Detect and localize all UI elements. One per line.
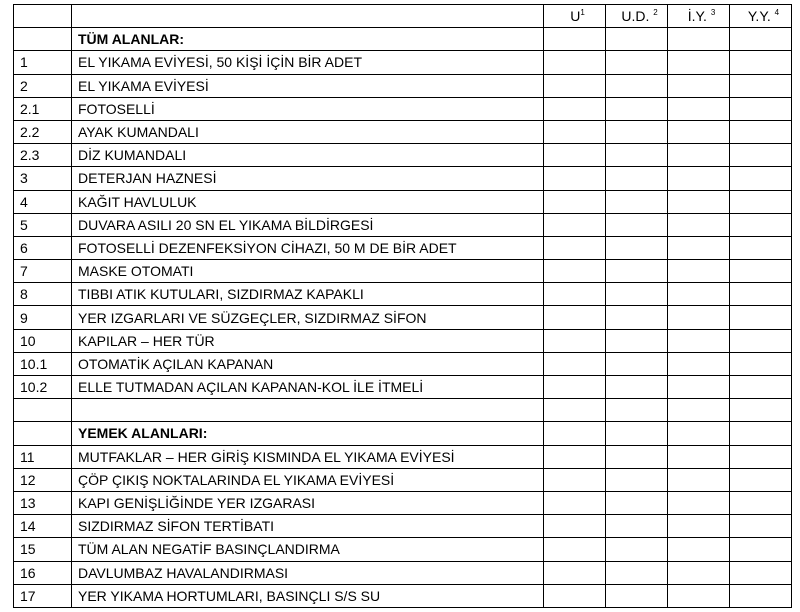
blank-row [14, 399, 792, 422]
check-cell-u[interactable] [544, 584, 606, 607]
table-row [14, 190, 792, 213]
row-number: 2.3 [14, 144, 72, 167]
check-cell-u[interactable] [544, 144, 606, 167]
row-item-text: MUTFAKLAR – HER GİRİŞ KISMINDA EL YIKAMA EVİYESİ [72, 445, 544, 468]
row-number: 11 [14, 445, 72, 468]
header-col-iy: İ.Y. $^3$ [668, 5, 730, 28]
row-item-text: EL YIKAMA EVİYESİ [72, 74, 544, 97]
check-cell-ud[interactable] [606, 538, 668, 561]
section-title: TÜM ALANLAR: [72, 28, 544, 51]
check-cell-yy[interactable] [730, 190, 792, 213]
table-row [14, 376, 792, 399]
row-item-text: FOTOSELLİ [72, 97, 544, 120]
check-cell-u[interactable] [544, 468, 606, 491]
header-col-yy: Y.Y. $^4$ [730, 5, 792, 28]
row-number [14, 28, 72, 51]
check-cell-iy[interactable] [668, 144, 730, 167]
check-cell-iy[interactable] [668, 51, 730, 74]
row-item-text: YER YIKAMA HORTUMLARI, BASINÇLI S/S SU [72, 584, 544, 607]
check-cell-ud[interactable] [606, 376, 668, 399]
check-cell-ud[interactable] [606, 283, 668, 306]
row-item-text: MASKE OTOMATI [72, 260, 544, 283]
check-cell-ud[interactable] [606, 515, 668, 538]
table-row [14, 167, 792, 190]
check-cell-yy[interactable] [730, 538, 792, 561]
row-item-text: FOTOSELLİ DEZENFEKSİYON CİHAZI, 50 M DE BİR ADET [72, 236, 544, 259]
row-number: 2.2 [14, 120, 72, 143]
check-cell-u[interactable] [544, 28, 606, 51]
check-cell-yy[interactable] [730, 329, 792, 352]
check-cell-yy[interactable] [730, 51, 792, 74]
table-row [14, 213, 792, 236]
row-item-text: ÇÖP ÇIKIŞ NOKTALARINDA EL YIKAMA EVİYESİ [72, 468, 544, 491]
check-cell-iy[interactable] [668, 352, 730, 375]
row-number: 17 [14, 584, 72, 607]
row-item-text: KAĞIT HAVLULUK [72, 190, 544, 213]
check-cell-ud[interactable] [606, 584, 668, 607]
row-item-text: TÜM ALAN NEGATİF BASINÇLANDIRMA [72, 538, 544, 561]
check-cell-ud[interactable] [606, 97, 668, 120]
check-cell-u[interactable] [544, 376, 606, 399]
row-number [14, 399, 72, 422]
check-cell-u[interactable] [544, 422, 606, 445]
table-row [14, 283, 792, 306]
check-cell-iy[interactable] [668, 515, 730, 538]
check-cell-iy[interactable] [668, 260, 730, 283]
check-cell-u[interactable] [544, 399, 606, 422]
check-cell-iy[interactable] [668, 306, 730, 329]
check-cell-iy[interactable] [668, 468, 730, 491]
check-cell-yy[interactable] [730, 213, 792, 236]
table-row [14, 329, 792, 352]
check-cell-yy[interactable] [730, 97, 792, 120]
header-col-ud: U.D. $^2$ [606, 5, 668, 28]
table-row [14, 491, 792, 514]
check-cell-iy[interactable] [668, 283, 730, 306]
check-cell-yy[interactable] [730, 260, 792, 283]
header-row [14, 5, 792, 28]
check-cell-ud[interactable] [606, 236, 668, 259]
check-cell-iy[interactable] [668, 74, 730, 97]
check-cell-u[interactable] [544, 515, 606, 538]
check-cell-ud[interactable] [606, 213, 668, 236]
row-number: 7 [14, 260, 72, 283]
check-cell-yy[interactable] [730, 306, 792, 329]
row-number: 14 [14, 515, 72, 538]
check-cell-iy[interactable] [668, 376, 730, 399]
row-item-text: DİZ KUMANDALI [72, 144, 544, 167]
check-cell-yy[interactable] [730, 376, 792, 399]
row-item-text [72, 399, 544, 422]
check-cell-ud[interactable] [606, 445, 668, 468]
header-col-u: $U^1$ [544, 5, 606, 28]
check-cell-iy[interactable] [668, 584, 730, 607]
table-row [14, 74, 792, 97]
check-cell-ud[interactable] [606, 28, 668, 51]
table-row [14, 120, 792, 143]
row-item-text: KAPI GENİŞLİĞİNDE YER IZGARASI [72, 491, 544, 514]
check-cell-iy[interactable] [668, 329, 730, 352]
check-cell-u[interactable] [544, 329, 606, 352]
row-item-text: TIBBI ATIK KUTULARI, SIZDIRMAZ KAPAKLI [72, 283, 544, 306]
row-number: 16 [14, 561, 72, 584]
row-number: 6 [14, 236, 72, 259]
table-row [14, 236, 792, 259]
check-cell-yy[interactable] [730, 445, 792, 468]
check-cell-yy[interactable] [730, 352, 792, 375]
check-cell-u[interactable] [544, 190, 606, 213]
check-cell-ud[interactable] [606, 167, 668, 190]
table-row [14, 561, 792, 584]
check-cell-u[interactable] [544, 283, 606, 306]
check-cell-yy[interactable] [730, 399, 792, 422]
check-cell-u[interactable] [544, 306, 606, 329]
row-item-text: KAPILAR – HER TÜR [72, 329, 544, 352]
check-cell-iy[interactable] [668, 561, 730, 584]
check-cell-yy[interactable] [730, 515, 792, 538]
check-cell-iy[interactable] [668, 399, 730, 422]
check-cell-yy[interactable] [730, 120, 792, 143]
table-row [14, 306, 792, 329]
check-cell-ud[interactable] [606, 144, 668, 167]
row-item-text: DAVLUMBAZ HAVALANDIRMASI [72, 561, 544, 584]
check-cell-ud[interactable] [606, 422, 668, 445]
check-cell-u[interactable] [544, 51, 606, 74]
table-row [14, 538, 792, 561]
check-cell-iy[interactable] [668, 120, 730, 143]
check-cell-iy[interactable] [668, 97, 730, 120]
check-cell-u[interactable] [544, 260, 606, 283]
check-cell-ud[interactable] [606, 468, 668, 491]
check-cell-u[interactable] [544, 352, 606, 375]
table-row [14, 352, 792, 375]
table-row [14, 515, 792, 538]
check-cell-u[interactable] [544, 445, 606, 468]
row-item-text: EL YIKAMA EVİYESİ, 50 KİŞİ İÇİN BİR ADET [72, 51, 544, 74]
check-cell-yy[interactable] [730, 28, 792, 51]
check-cell-ud[interactable] [606, 561, 668, 584]
check-cell-ud[interactable] [606, 190, 668, 213]
check-cell-ud[interactable] [606, 399, 668, 422]
check-cell-iy[interactable] [668, 213, 730, 236]
row-item-text: SIZDIRMAZ SİFON TERTİBATI [72, 515, 544, 538]
header-item-cell [72, 5, 544, 28]
row-number: 10.2 [14, 376, 72, 399]
check-cell-ud[interactable] [606, 306, 668, 329]
row-item-text: ELLE TUTMADAN AÇILAN KAPANAN-KOL İLE İTMELİ [72, 376, 544, 399]
check-cell-u[interactable] [544, 236, 606, 259]
check-cell-yy[interactable] [730, 561, 792, 584]
table-row [14, 260, 792, 283]
row-number: 3 [14, 167, 72, 190]
row-number: 2.1 [14, 97, 72, 120]
check-cell-yy[interactable] [730, 491, 792, 514]
check-cell-u[interactable] [544, 491, 606, 514]
table-row [14, 445, 792, 468]
row-number: 8 [14, 283, 72, 306]
check-cell-iy[interactable] [668, 538, 730, 561]
check-cell-iy[interactable] [668, 167, 730, 190]
check-cell-yy[interactable] [730, 468, 792, 491]
check-cell-ud[interactable] [606, 51, 668, 74]
table-row [14, 144, 792, 167]
check-cell-ud[interactable] [606, 260, 668, 283]
row-number: 4 [14, 190, 72, 213]
check-cell-u[interactable] [544, 120, 606, 143]
row-number: 2 [14, 74, 72, 97]
check-cell-iy[interactable] [668, 445, 730, 468]
row-item-text: OTOMATİK AÇILAN KAPANAN [72, 352, 544, 375]
table-row [14, 51, 792, 74]
row-item-text: DUVARA ASILI 20 SN EL YIKAMA BİLDİRGESİ [72, 213, 544, 236]
row-number: 13 [14, 491, 72, 514]
check-cell-u[interactable] [544, 74, 606, 97]
check-cell-ud[interactable] [606, 120, 668, 143]
row-number: 12 [14, 468, 72, 491]
table-row [14, 468, 792, 491]
check-cell-yy[interactable] [730, 167, 792, 190]
check-cell-iy[interactable] [668, 190, 730, 213]
row-item-text: AYAK KUMANDALI [72, 120, 544, 143]
check-cell-u[interactable] [544, 167, 606, 190]
check-cell-iy[interactable] [668, 236, 730, 259]
check-cell-yy[interactable] [730, 422, 792, 445]
checklist-table [13, 4, 792, 608]
check-cell-iy[interactable] [668, 28, 730, 51]
check-cell-ud[interactable] [606, 74, 668, 97]
header-number-cell [14, 5, 72, 28]
row-number: 10.1 [14, 352, 72, 375]
row-number [14, 422, 72, 445]
section-header-row [14, 28, 792, 51]
check-cell-u[interactable] [544, 538, 606, 561]
row-number: 5 [14, 213, 72, 236]
check-cell-u[interactable] [544, 561, 606, 584]
table-row [14, 97, 792, 120]
check-cell-ud[interactable] [606, 329, 668, 352]
row-item-text: DETERJAN HAZNESİ [72, 167, 544, 190]
check-cell-ud[interactable] [606, 491, 668, 514]
row-number: 1 [14, 51, 72, 74]
check-cell-u[interactable] [544, 97, 606, 120]
check-cell-yy[interactable] [730, 144, 792, 167]
row-number: 9 [14, 306, 72, 329]
table-row [14, 584, 792, 607]
check-cell-iy[interactable] [668, 491, 730, 514]
check-cell-yy[interactable] [730, 74, 792, 97]
check-cell-iy[interactable] [668, 422, 730, 445]
check-cell-yy[interactable] [730, 283, 792, 306]
section-title: YEMEK ALANLARI: [72, 422, 544, 445]
row-item-text: YER IZGARLARI VE SÜZGEÇLER, SIZDIRMAZ SİFON [72, 306, 544, 329]
row-number: 10 [14, 329, 72, 352]
check-cell-u[interactable] [544, 213, 606, 236]
section-header-row [14, 422, 792, 445]
check-cell-yy[interactable] [730, 236, 792, 259]
row-number: 15 [14, 538, 72, 561]
check-cell-ud[interactable] [606, 352, 668, 375]
check-cell-yy[interactable] [730, 584, 792, 607]
